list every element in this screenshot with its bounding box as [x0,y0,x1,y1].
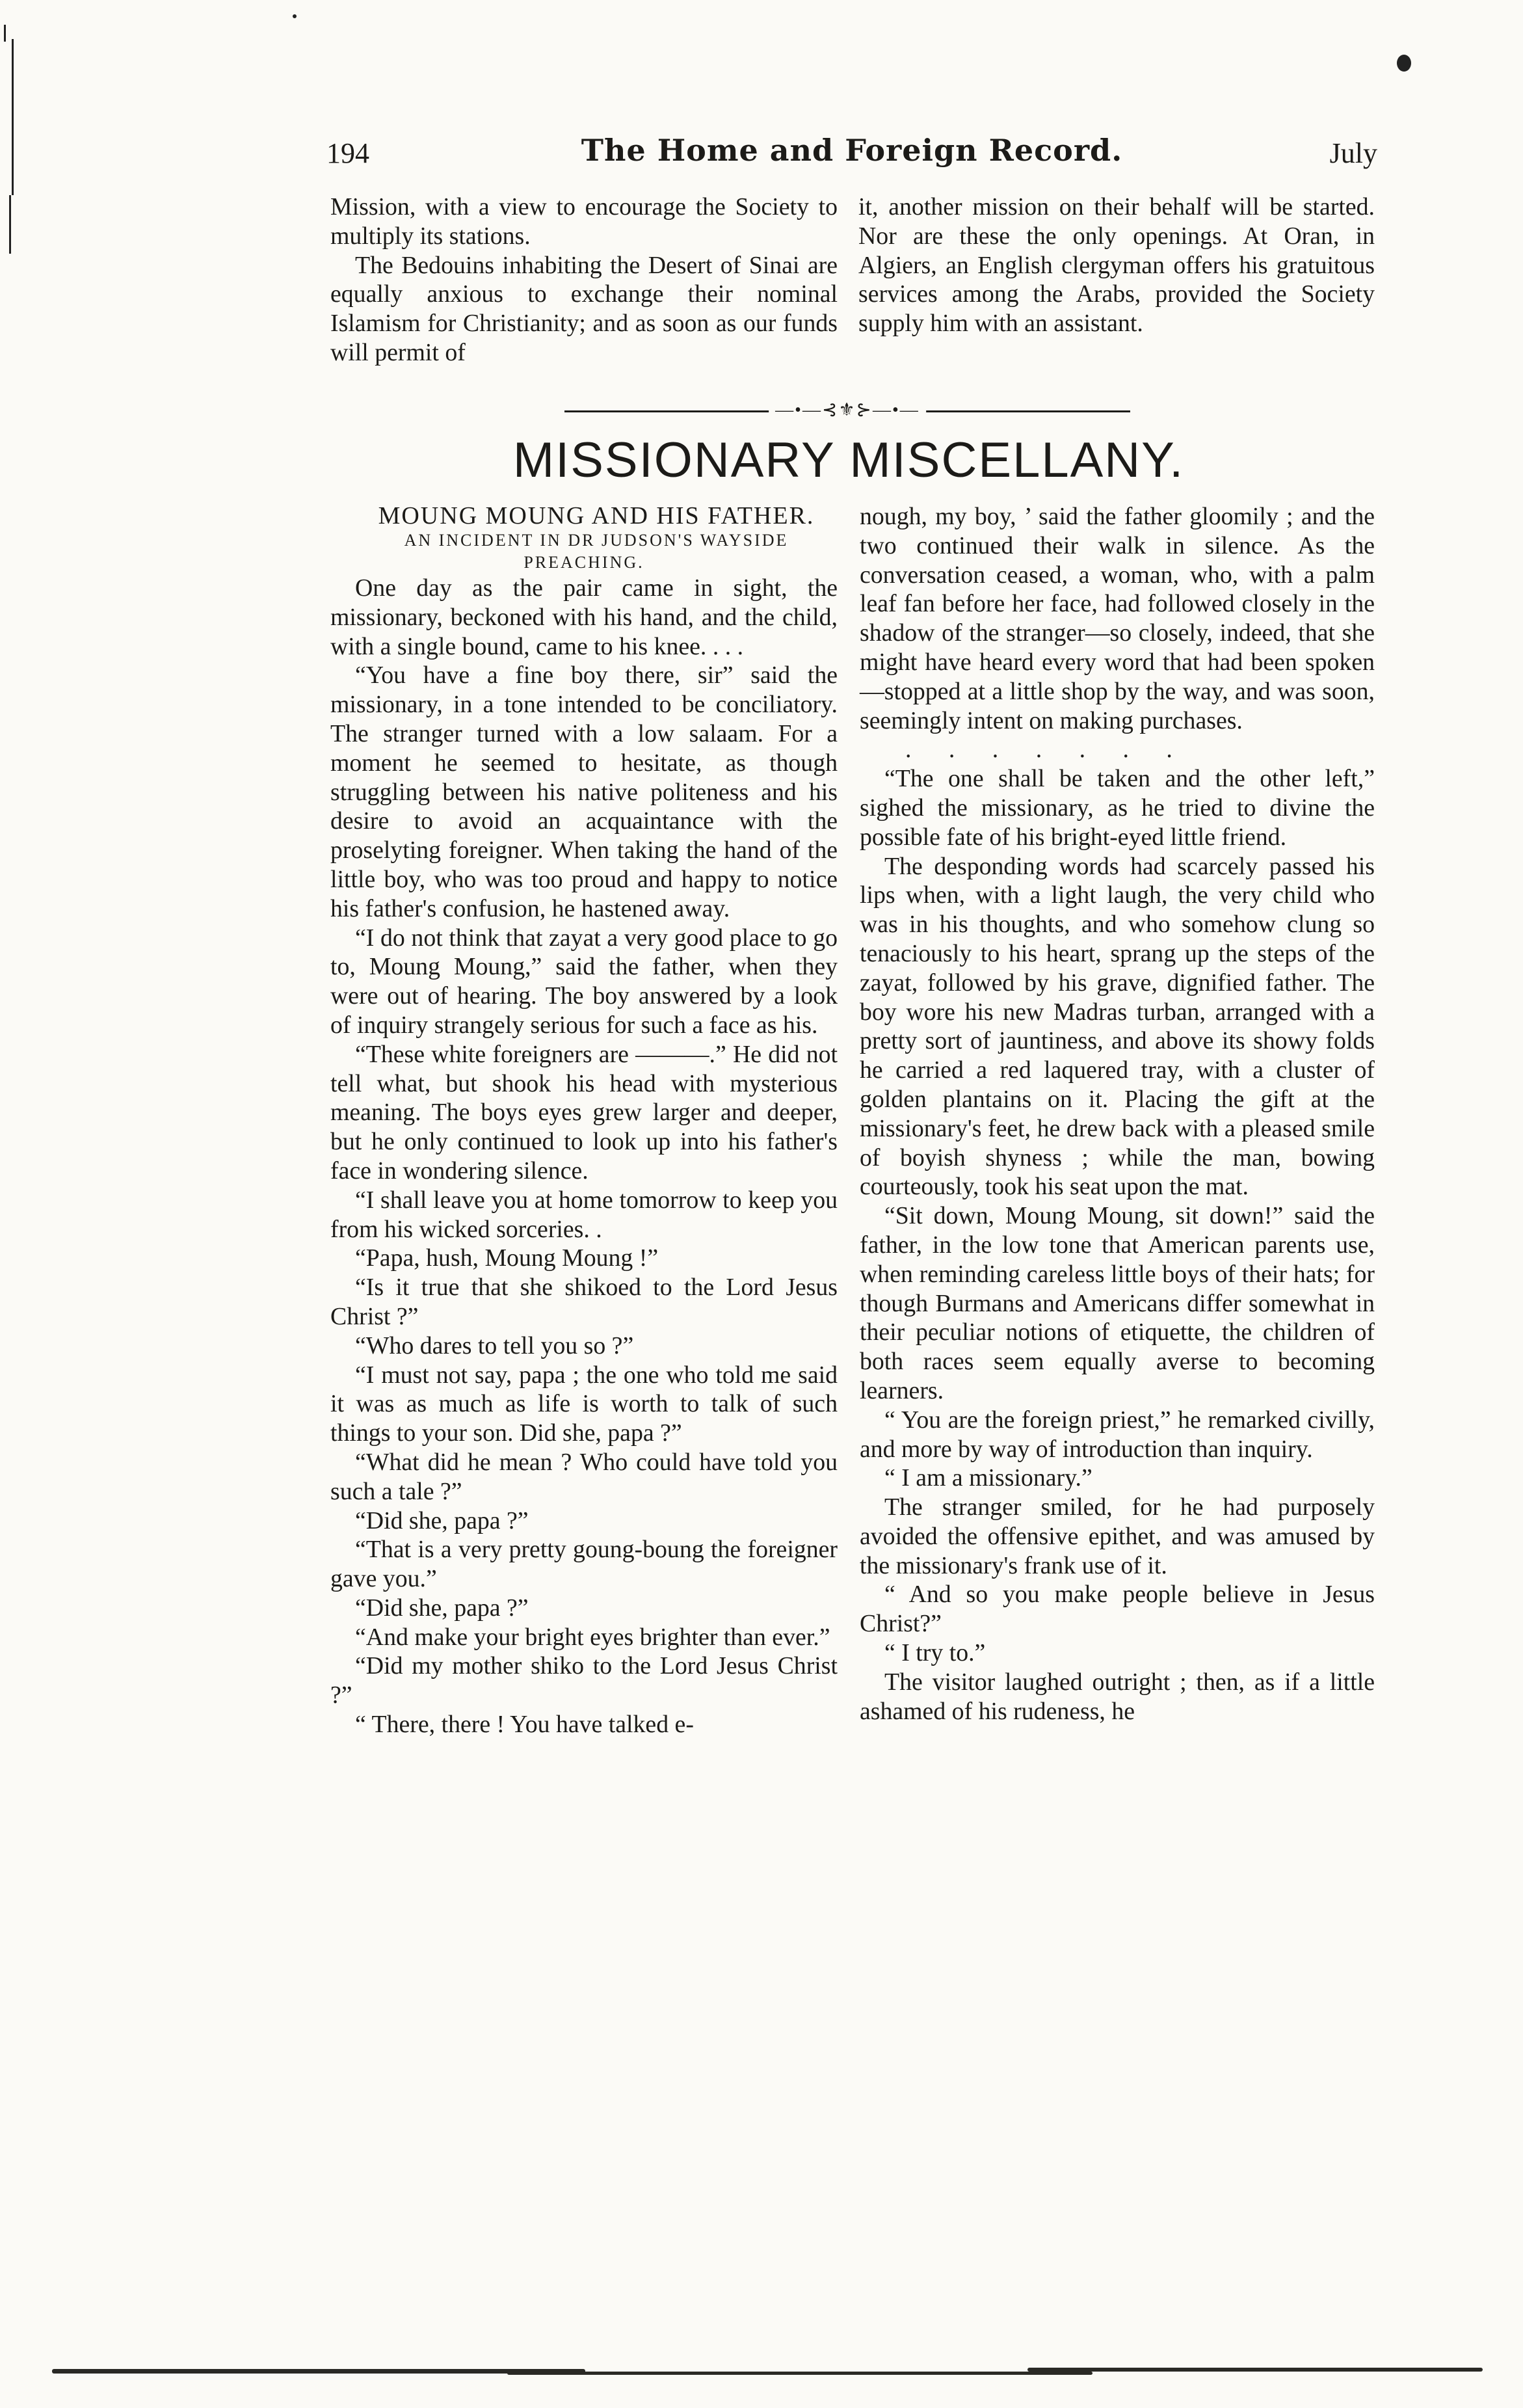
top-left-column [330,193,838,368]
paragraph: “ You are the foreign priest,” he remarked civilly, and more by way of introduction than inquiry. [860,1406,1375,1463]
ink-dot [293,14,297,18]
paragraph: “I must not say, papa ; the one who told me said it was as much as life is worth to talk of such things to your son. Did she, papa ?” [330,1361,838,1447]
margin-mark [4,25,6,42]
paragraph: “I do not think that zayat a very good place to go to, Moung Moung,” said the father, when they were out of hearing. The boy answered by a look of inquiry strangely serious for such a face as his. [330,924,838,1039]
journal-title: The Home and Foreign Record. [581,133,1123,168]
paragraph: “Is it true that she shikoed to the Lord Jesus Christ ?” [330,1274,838,1330]
paragraph: One day as the pair came in sight, the missionary, beckoned with his hand, and the child, with a single bound, came to his knee. . . . [330,574,838,660]
paragraph: “These white foreigners are ———.” He did not tell what, but shook his head with mysterious meaning. The boys eyes grew larger and deeper, but he only continued to look up into his father's face in wondering silence. [330,1040,838,1184]
paragraph: “Did she, papa ?” [355,1506,529,1534]
paragraph: Mission, with a view to encourage the Society to multiply its stations. [330,193,838,250]
section-divider [564,400,1130,420]
running-header [326,133,1377,185]
paragraph: “And make your bright eyes brighter than ever.” [355,1623,830,1651]
paragraph: “ I am a missionary.” [884,1464,1093,1492]
paragraph: nough, my boy, ’ said the father gloomily ; and the two continued their walk in silence. As the conversation ceased, a woman, who, with a palm leaf fan before her face, had followed closely in the shadow of the stranger—so closely, indeed, that she might have heard every word that had been spoken—stopped at a little shop by the way, and was soon, seemingly intent on making purchases. [860,503,1375,734]
scan-edge-smear [52,2365,1483,2379]
paragraph: “What did he mean ? Who could have told you such a tale ?” [330,1448,838,1505]
divider-ornament: —•—⊰⚜⊱—•— [769,399,926,421]
page-number: 194 [326,137,369,169]
margin-mark [12,39,14,195]
paragraph: “Papa, hush, Moung Moung !” [355,1244,659,1272]
issue-month: July [1329,137,1377,169]
paragraph: it, another mission on their behalf will be started. Nor are these the only openings. At Oran, in Algiers, an English clergyman offers his gratuitous services among the Arabs, provided the Society supply him with an assistant. [858,193,1375,338]
paragraph: “That is a very pretty goung-boung the foreigner gave you.” [330,1536,838,1593]
section-title: MISSIONARY MISCELLANY. [512,433,1185,488]
paragraph: The stranger smiled, for he had purposely avoided the offensive epithet, and was amused by the missionary's frank use of it. [860,1493,1375,1579]
story-title: MOUNG MOUNG AND HIS FATHER. [378,502,815,529]
margin-mark [9,195,11,254]
ink-blot [1397,55,1411,72]
top-right-column [858,193,1375,338]
paragraph: “Did she, papa ?” [355,1594,529,1622]
paragraph: “You have a fine boy there, sir” said the missionary, in a tone intended to be conciliatory. The stranger turned with a low salaam. For a moment he seemed to hesitate, as though struggling between his native politeness and his desire to avoid an acquaintance with the proselyting foreigner. When taking the hand of the little boy, who was too proud and happy to notice his father's confusion, he hastened away. [330,662,838,922]
paragraph: “Did my mother shiko to the Lord Jesus Christ ?” [330,1652,838,1709]
story-subtitle: AN INCIDENT IN DR JUDSON'S WAYSIDE PREACHING. [404,531,789,572]
paragraph: “Who dares to tell you so ?” [355,1331,634,1359]
paragraph: The Bedouins inhabiting the Desert of Sinai are equally anxious to exchange their nominal Islamism for Christianity; and as soon as our funds will permit of [330,251,838,366]
paragraph: “Sit down, Moung Moung, sit down!” said the father, in the low tone that American parents use, when reminding careless little boys of their hats; for though Burmans and Americans differ somewhat in their peculiar notions of etiquette, the children of both races seem equally averse to becoming learners. [860,1202,1375,1404]
paragraph: “I shall leave you at home tomorrow to keep you from his wicked sorceries. . [330,1186,838,1243]
right-column [860,502,1375,1726]
paragraph: “ I try to.” [884,1639,986,1667]
paragraph: The visitor laughed outright ; then, as if a little ashamed of his rudeness, he [860,1668,1375,1725]
paragraph: “The one shall be taken and the other left,” sighed the missionary, as he tried to divine the possible fate of his bright-eyed little friend. [860,765,1375,851]
paragraph: The desponding words had scarcely passed his lips when, with a light laugh, the very child who was in his thoughts, and who somehow clung so tenaciously to his heart, sprang up the steps of the zayat, followed by his grave, dignified father. The boy wore his new Madras turban, arranged with a pretty sort of jauntiness, and above its showy folds he carried a red laquered tray, with a cluster of golden plantains on it. Placing the gift at the missionary's feet, he drew back with a pleased smile of boyish shyness ; while the man, bowing courteously, took his seat upon the mat. [860,852,1375,1201]
left-column [330,502,838,1739]
paragraph: “ And so you make people believe in Jesus Christ?” [860,1581,1375,1638]
ellipsis-break: . . . . . . . [905,736,1188,764]
paragraph: “ There, there ! You have talked e- [355,1711,694,1739]
